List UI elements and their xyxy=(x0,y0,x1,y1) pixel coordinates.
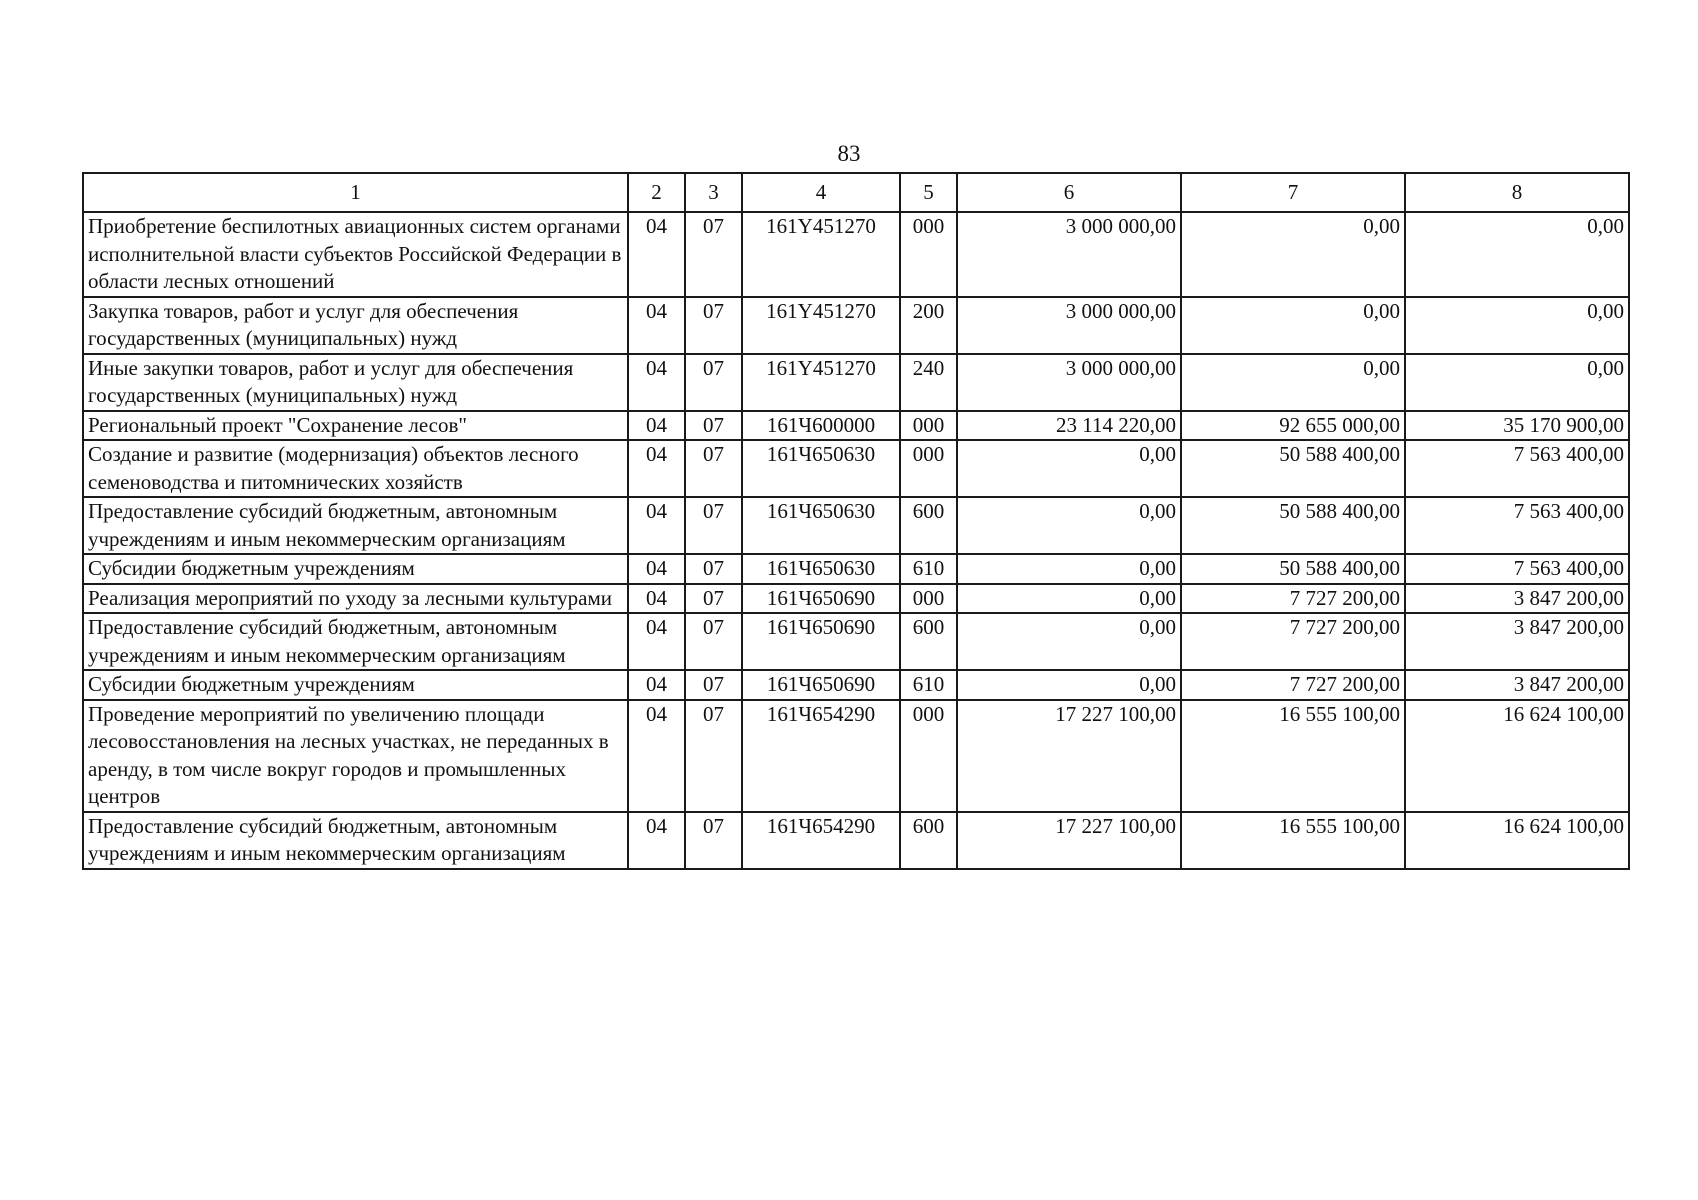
table-row xyxy=(83,584,1629,614)
amount-col-8: 3 847 200,00 xyxy=(1405,613,1629,670)
section-code: 04 xyxy=(628,554,685,584)
section-code: 04 xyxy=(628,812,685,869)
section-code: 04 xyxy=(628,354,685,411)
column-header: 1 xyxy=(83,173,628,212)
amount-col-7: 16 555 100,00 xyxy=(1181,812,1405,869)
section-code: 04 xyxy=(628,584,685,614)
expense-type-code: 200 xyxy=(900,297,957,354)
amount-col-6: 3 000 000,00 xyxy=(957,354,1181,411)
amount-col-6: 0,00 xyxy=(957,584,1181,614)
amount-col-8: 7 563 400,00 xyxy=(1405,554,1629,584)
expense-name: Создание и развитие (модернизация) объектов лесного семеноводства и питомнических хозяйств xyxy=(83,440,628,497)
header-row xyxy=(83,173,1629,212)
expense-type-code: 600 xyxy=(900,812,957,869)
amount-col-7: 0,00 xyxy=(1181,212,1405,297)
column-header: 2 xyxy=(628,173,685,212)
section-code: 04 xyxy=(628,670,685,700)
table-row xyxy=(83,440,1629,497)
expense-name: Реализация мероприятий по уходу за лесными культурами xyxy=(83,584,628,614)
amount-col-6: 17 227 100,00 xyxy=(957,812,1181,869)
target-article-code: 161Y451270 xyxy=(742,354,900,411)
section-code: 04 xyxy=(628,700,685,812)
amount-col-7: 0,00 xyxy=(1181,297,1405,354)
subsection-code: 07 xyxy=(685,812,742,869)
table-row xyxy=(83,812,1629,869)
expense-type-code: 600 xyxy=(900,613,957,670)
amount-col-8: 0,00 xyxy=(1405,354,1629,411)
amount-col-7: 16 555 100,00 xyxy=(1181,700,1405,812)
subsection-code: 07 xyxy=(685,584,742,614)
table-row xyxy=(83,354,1629,411)
table-row xyxy=(83,297,1629,354)
amount-col-7: 7 727 200,00 xyxy=(1181,670,1405,700)
column-header: 8 xyxy=(1405,173,1629,212)
amount-col-7: 7 727 200,00 xyxy=(1181,613,1405,670)
section-code: 04 xyxy=(628,497,685,554)
expense-name: Иные закупки товаров, работ и услуг для обеспечения государственных (муниципальных) нужд xyxy=(83,354,628,411)
amount-col-8: 0,00 xyxy=(1405,297,1629,354)
target-article-code: 161Ч650630 xyxy=(742,554,900,584)
target-article-code: 161Ч650630 xyxy=(742,497,900,554)
amount-col-7: 92 655 000,00 xyxy=(1181,411,1405,441)
amount-col-8: 7 563 400,00 xyxy=(1405,440,1629,497)
amount-col-7: 0,00 xyxy=(1181,354,1405,411)
subsection-code: 07 xyxy=(685,613,742,670)
target-article-code: 161Y451270 xyxy=(742,212,900,297)
target-article-code: 161Y451270 xyxy=(742,297,900,354)
expense-type-code: 000 xyxy=(900,212,957,297)
expense-name: Проведение мероприятий по увеличению площади лесовосстановления на лесных участках, не переданных в аренду, в том числе вокруг городов и промышленных центров xyxy=(83,700,628,812)
amount-col-8: 3 847 200,00 xyxy=(1405,670,1629,700)
target-article-code: 161Ч650630 xyxy=(742,440,900,497)
amount-col-6: 0,00 xyxy=(957,554,1181,584)
amount-col-6: 0,00 xyxy=(957,613,1181,670)
amount-col-7: 7 727 200,00 xyxy=(1181,584,1405,614)
target-article-code: 161Ч654290 xyxy=(742,812,900,869)
expense-type-code: 600 xyxy=(900,497,957,554)
subsection-code: 07 xyxy=(685,497,742,554)
amount-col-6: 3 000 000,00 xyxy=(957,212,1181,297)
expense-type-code: 240 xyxy=(900,354,957,411)
target-article-code: 161Ч650690 xyxy=(742,670,900,700)
expense-type-code: 000 xyxy=(900,411,957,441)
amount-col-6: 0,00 xyxy=(957,497,1181,554)
amount-col-7: 50 588 400,00 xyxy=(1181,497,1405,554)
column-header: 7 xyxy=(1181,173,1405,212)
section-code: 04 xyxy=(628,440,685,497)
expense-name: Субсидии бюджетным учреждениям xyxy=(83,670,628,700)
expense-type-code: 000 xyxy=(900,584,957,614)
expense-type-code: 610 xyxy=(900,554,957,584)
subsection-code: 07 xyxy=(685,700,742,812)
column-header: 6 xyxy=(957,173,1181,212)
subsection-code: 07 xyxy=(685,212,742,297)
amount-col-6: 3 000 000,00 xyxy=(957,297,1181,354)
subsection-code: 07 xyxy=(685,354,742,411)
expense-name: Предоставление субсидий бюджетным, автономным учреждениям и иным некоммерческим организациям xyxy=(83,812,628,869)
table-row xyxy=(83,554,1629,584)
section-code: 04 xyxy=(628,297,685,354)
budget-table xyxy=(82,172,1630,870)
amount-col-8: 16 624 100,00 xyxy=(1405,700,1629,812)
page-number: 83 xyxy=(837,141,861,166)
target-article-code: 161Ч650690 xyxy=(742,584,900,614)
table-row xyxy=(83,613,1629,670)
amount-col-8: 35 170 900,00 xyxy=(1405,411,1629,441)
section-code: 04 xyxy=(628,411,685,441)
amount-col-7: 50 588 400,00 xyxy=(1181,440,1405,497)
subsection-code: 07 xyxy=(685,554,742,584)
amount-col-7: 50 588 400,00 xyxy=(1181,554,1405,584)
subsection-code: 07 xyxy=(685,440,742,497)
expense-type-code: 610 xyxy=(900,670,957,700)
subsection-code: 07 xyxy=(685,411,742,441)
expense-name: Предоставление субсидий бюджетным, автономным учреждениям и иным некоммерческим организациям xyxy=(83,613,628,670)
column-header: 3 xyxy=(685,173,742,212)
amount-col-6: 0,00 xyxy=(957,440,1181,497)
amount-col-6: 0,00 xyxy=(957,670,1181,700)
expense-type-code: 000 xyxy=(900,440,957,497)
column-header: 5 xyxy=(900,173,957,212)
subsection-code: 07 xyxy=(685,297,742,354)
target-article-code: 161Ч650690 xyxy=(742,613,900,670)
expense-name: Приобретение беспилотных авиационных систем органами исполнительной власти субъектов Российской Федерации в области лесных отношений xyxy=(83,212,628,297)
expense-name: Закупка товаров, работ и услуг для обеспечения государственных (муниципальных) нужд xyxy=(83,297,628,354)
table-row xyxy=(83,670,1629,700)
table-row xyxy=(83,411,1629,441)
amount-col-8: 0,00 xyxy=(1405,212,1629,297)
table-row xyxy=(83,497,1629,554)
expense-type-code: 000 xyxy=(900,700,957,812)
section-code: 04 xyxy=(628,613,685,670)
table-row xyxy=(83,212,1629,297)
expense-name: Предоставление субсидий бюджетным, автономным учреждениям и иным некоммерческим организациям xyxy=(83,497,628,554)
amount-col-8: 3 847 200,00 xyxy=(1405,584,1629,614)
amount-col-6: 17 227 100,00 xyxy=(957,700,1181,812)
expense-name: Региональный проект "Сохранение лесов" xyxy=(83,411,628,441)
target-article-code: 161Ч600000 xyxy=(742,411,900,441)
column-header: 4 xyxy=(742,173,900,212)
expense-name: Субсидии бюджетным учреждениям xyxy=(83,554,628,584)
table-row xyxy=(83,700,1629,812)
amount-col-6: 23 114 220,00 xyxy=(957,411,1181,441)
amount-col-8: 16 624 100,00 xyxy=(1405,812,1629,869)
subsection-code: 07 xyxy=(685,670,742,700)
target-article-code: 161Ч654290 xyxy=(742,700,900,812)
section-code: 04 xyxy=(628,212,685,297)
amount-col-8: 7 563 400,00 xyxy=(1405,497,1629,554)
